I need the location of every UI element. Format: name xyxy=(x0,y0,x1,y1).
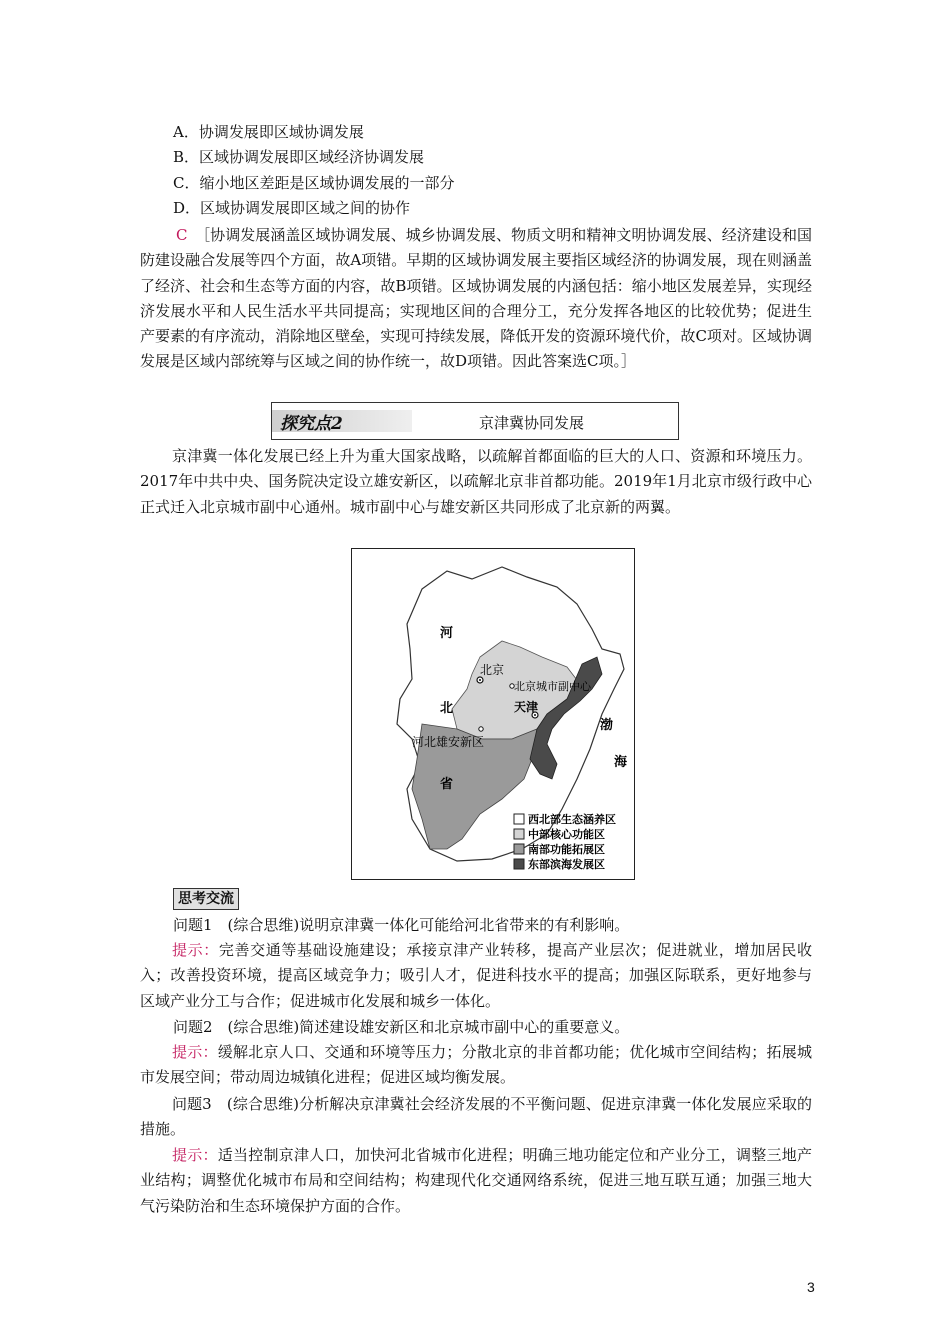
hint-2 xyxy=(140,1040,812,1091)
hint-3-text: 适当控制京津人口，加快河北省城市化进程；明确三地功能定位和产业分工，调整三地产业结构；调整优化城市布局和空间结构；构建现代化交通网络系统，促进三地互联互通；加强三地大气污染防治和生态环境保护方面的合作。 xyxy=(140,1146,812,1215)
question-2: 问题2 (综合思维)简述建设雄安新区和北京城市副中心的重要意义。 xyxy=(173,1018,630,1036)
hint-3-label: 提示： xyxy=(172,1146,218,1164)
answer-explanation xyxy=(140,223,812,375)
jingjinji-map xyxy=(352,549,634,879)
think-tag: 思考交流 xyxy=(173,888,239,910)
map-label-bei: 北 xyxy=(440,701,454,716)
option-b: B．区域协调发展即区域经济协调发展 xyxy=(173,148,425,166)
legend-swatch-2 xyxy=(514,844,524,854)
map-figure xyxy=(351,548,635,880)
section-title: 京津冀协同发展 xyxy=(479,414,585,432)
answer-text: ［协调发展涵盖区域协调发展、城乡协调发展、物质文明和精神文明协调发展、经济建设和国防建设融合发展等四个方面，故A项错。早期的区域协调发展主要指区域经济的协调发展，现在则涵盖了经济、社会和生态等方面的内容，故B项错。区域协调发展的内涵包括：缩小地区发展差异，实现经济发展水平和人民生活水平共同提高；实现地区间的合理分工，充分发挥各地区的比较优势；促进生产要素的有序流动，消除地区壁垒，实现可持续发展，降低开发的资源环境代价，故C项对。区域协调发展是区域内部统筹与区域之间的协作统一，故D项错。因此答案选C项。］ xyxy=(140,226,812,371)
map-label-beijing: 北京 xyxy=(480,663,505,677)
xiongan-marker xyxy=(479,727,483,731)
map-label-sheng: 省 xyxy=(440,777,454,792)
legend-label-2: 南部功能拓展区 xyxy=(528,843,605,856)
hint-1-label: 提示： xyxy=(172,941,219,959)
option-d: D．区域协调发展即区域之间的协作 xyxy=(173,199,411,217)
option-a: A．协调发展即区域协调发展 xyxy=(173,123,364,141)
option-c: C．缩小地区差距是区域协调发展的一部分 xyxy=(173,174,455,192)
map-label-xiongan: 河北雄安新区 xyxy=(412,735,485,749)
answer-letter: C xyxy=(176,226,188,244)
legend-label-0: 西北部生态涵养区 xyxy=(528,813,616,826)
section-tag: 探究点2 xyxy=(272,410,412,432)
legend-label-1: 中部核心功能区 xyxy=(528,828,605,841)
hint-1 xyxy=(140,938,812,1014)
hint-2-label: 提示： xyxy=(172,1043,218,1061)
map-label-hai: 海 xyxy=(614,755,628,770)
legend-swatch-1 xyxy=(514,829,524,839)
page-number: 3 xyxy=(807,1279,815,1295)
legend-swatch-0 xyxy=(514,814,524,824)
legend-swatch-3 xyxy=(514,859,524,869)
hint-2-text: 缓解北京人口、交通和环境等压力；分散北京的非首都功能；优化城市空间结构；拓展城市发展空间；带动周边城镇化进程；促进区域均衡发展。 xyxy=(140,1043,812,1087)
section-banner xyxy=(271,402,679,440)
question-1: 问题1 (综合思维)说明京津冀一体化可能给河北省带来的有利影响。 xyxy=(173,916,630,934)
hint-3 xyxy=(140,1143,812,1219)
legend-label-3: 东部滨海发展区 xyxy=(528,858,605,871)
map-label-tianjin: 天津 xyxy=(514,700,539,714)
map-label-bo: 渤 xyxy=(600,718,614,733)
question-3: 问题3 (综合思维)分析解决京津冀社会经济发展的不平衡问题、促进京津冀一体化发展应采取的措施。 xyxy=(140,1095,812,1139)
map-label-he: 河 xyxy=(440,626,454,641)
hint-1-text: 完善交通等基础设施建设；承接京津产业转移，提高产业层次；促进就业，增加居民收入；改善投资环境，提高区域竞争力；吸引人才，促进科技水平的提高；加强区际联系，更好地参与区域产业分工与合作；促进城市化发展和城乡一体化。 xyxy=(140,941,812,1010)
intro-paragraph: 京津冀一体化发展已经上升为重大国家战略，以疏解首都面临的巨大的人口、资源和环境压力。2017年中共中央、国务院决定设立雄安新区，以疏解北京非首都功能。2019年1月北京市级行政中心正式迁入北京城市副中心通州。城市副中心与雄安新区共同形成了北京新的两翼。 xyxy=(140,447,812,516)
map-label-subcenter: 北京城市副中心 xyxy=(514,680,591,693)
